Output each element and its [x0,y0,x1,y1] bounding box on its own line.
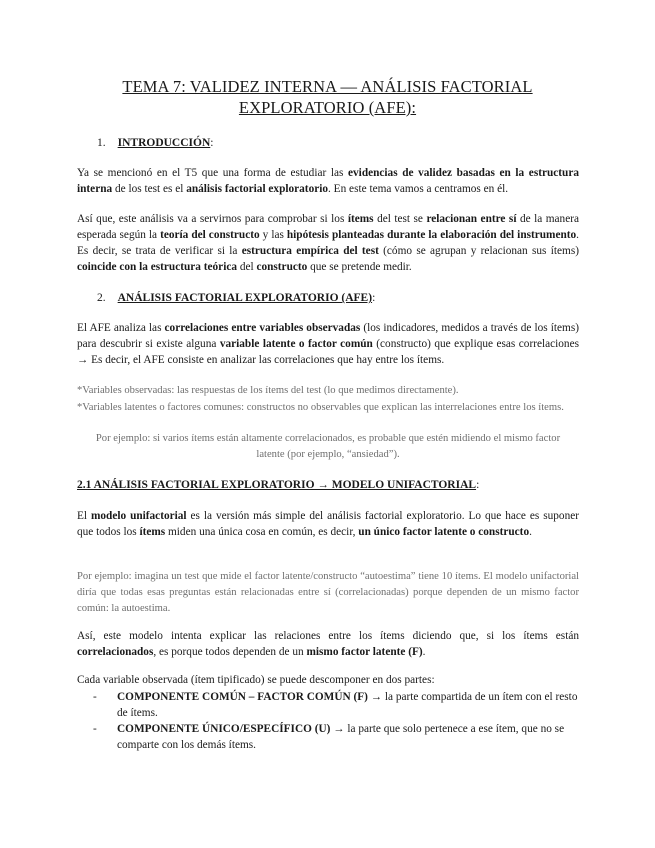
text: que se pretende medir. [307,261,412,273]
bold-text: hipótesis planteadas durante la elaboración del instrumento [286,229,577,241]
bold-text: análisis factorial exploratorio [186,183,329,195]
bold-text: COMPONENTE ÚNICO/ESPECÍFICO (U) [117,723,331,735]
text: Ya se mencionó en el T5 que una forma de estudiar las [77,167,349,179]
list-item [93,689,579,721]
section-2-number: 2. [97,292,106,304]
text: → la parte que solo pertenece a ese ítem, que no se comparte con los demás ítems. [117,723,565,751]
text: de los test es el [112,183,187,195]
text: → la parte compartida de un ítem con el resto de ítems. [117,691,578,719]
bullet-dash: - [93,723,97,735]
text: (cómo se agrupan y relacionan sus ítems) [378,245,579,257]
title-line-1: TEMA 7: VALIDEZ INTERNA — ANÁLISIS FACTORIAL [122,77,533,96]
text: El [77,510,91,522]
bold-text: correlacionados [77,646,154,658]
text: . En este tema vamos a centramos en él. [328,183,509,195]
text: miden una única cosa en común, es decir, [165,526,359,538]
section-1-number: 1. [97,137,106,149]
text: (constructo) que explique esas correlaciones → Es decir, el AFE consiste en analizar las correlaciones que hay entre los ítems. [77,338,579,366]
text: Así que, este análisis va a servirnos para comprobar si los [77,213,348,225]
bold-text: COMPONENTE COMÚN – FACTOR COMÚN (F) [117,691,368,703]
bold-text: relacionan entre sí [426,213,517,225]
section-2-1-heading [77,477,479,493]
section-2-suffix: : [372,292,376,304]
text: (los indicadores, medidos a través de los ítems) para descubrir si existe alguna [77,322,579,350]
text: El AFE analiza las [77,322,165,334]
list-item-text [117,721,579,753]
paragraph-intro-2 [77,211,579,275]
paragraph-decomposition: Cada variable observada (ítem tipificado) se puede descomponer en dos partes: [77,674,435,686]
paragraph-unifactorial [77,508,579,540]
text: y las [259,229,287,241]
paragraph-intro-1 [77,165,579,197]
list-item [93,721,579,753]
text: es la versión más simple del análisis factorial exploratorio. Lo que hace es suponer que todos los [77,510,579,538]
section-1-suffix: : [210,137,214,149]
bold-text: correlaciones entre variables observadas [164,322,361,334]
section-2-title: ANÁLISIS FACTORIAL EXPLORATORIO (AFE) [117,292,373,304]
text: de la manera esperada según la [77,213,579,241]
section-2-heading [97,290,375,306]
section-1-title: INTRODUCCIÓN [117,137,211,149]
bold-text: ítems [139,526,166,538]
bold-text: constructo [256,261,308,273]
list-item-text [117,689,579,721]
section-2-1-suffix: : [476,479,480,491]
bullet-dash: - [93,691,97,703]
text: , es porque todos dependen de un [153,646,307,658]
text: del test se [373,213,427,225]
bold-text: un único factor latente o constructo [358,526,530,538]
paragraph-correlated [77,628,579,660]
bold-text: estructura empírica del test [241,245,379,257]
bold-text: variable latente o factor común [219,338,373,350]
text: Así, este modelo intenta explicar las relaciones entre los ítems diciendo que, si los ítems están [77,630,579,642]
note-example-2: Por ejemplo: imagina un test que mide el factor latente/constructo “autoestima” tiene 10 ítems. El modelo unifactorial diría que todas esas preguntas están relacionadas entre sí (correlacionadas) porque dependen de un mismo factor común: la autoestima. [77,571,579,614]
title-line-2: EXPLORATORIO (AFE): [238,98,417,117]
bold-text: coincide con la estructura teórica [77,261,237,273]
text: del [237,261,257,273]
note-latent-variables: *Variables latentes o factores comunes: constructos no observables que explican las interrelaciones entre los ítems. [77,402,564,413]
paragraph-afe [77,320,579,368]
bold-text: ítems [347,213,374,225]
note-observed-variables: *Variables observadas: las respuestas de los ítems del test (lo que medimos directamente). [77,385,459,396]
bold-text: mismo factor latente (F) [306,646,423,658]
text: . [529,526,532,538]
note-example-1: Por ejemplo: si varios ítems están altamente correlacionados, es probable que estén midiendo el mismo factor latente (por ejemplo, “ansiedad”). [95,433,561,460]
bold-text: teoría del constructo [160,229,260,241]
text: . Es decir, se trata de verificar si la [77,229,579,257]
section-2-1-title: 2.1 ANÁLISIS FACTORIAL EXPLORATORIO → MODELO UNIFACTORIAL [77,479,477,491]
bold-text: modelo unifactorial [90,510,187,522]
text: . [422,646,426,658]
section-1-heading [97,135,213,151]
page-title [60,76,595,118]
bold-text: evidencias de validez basadas en la estructura interna [77,167,579,195]
